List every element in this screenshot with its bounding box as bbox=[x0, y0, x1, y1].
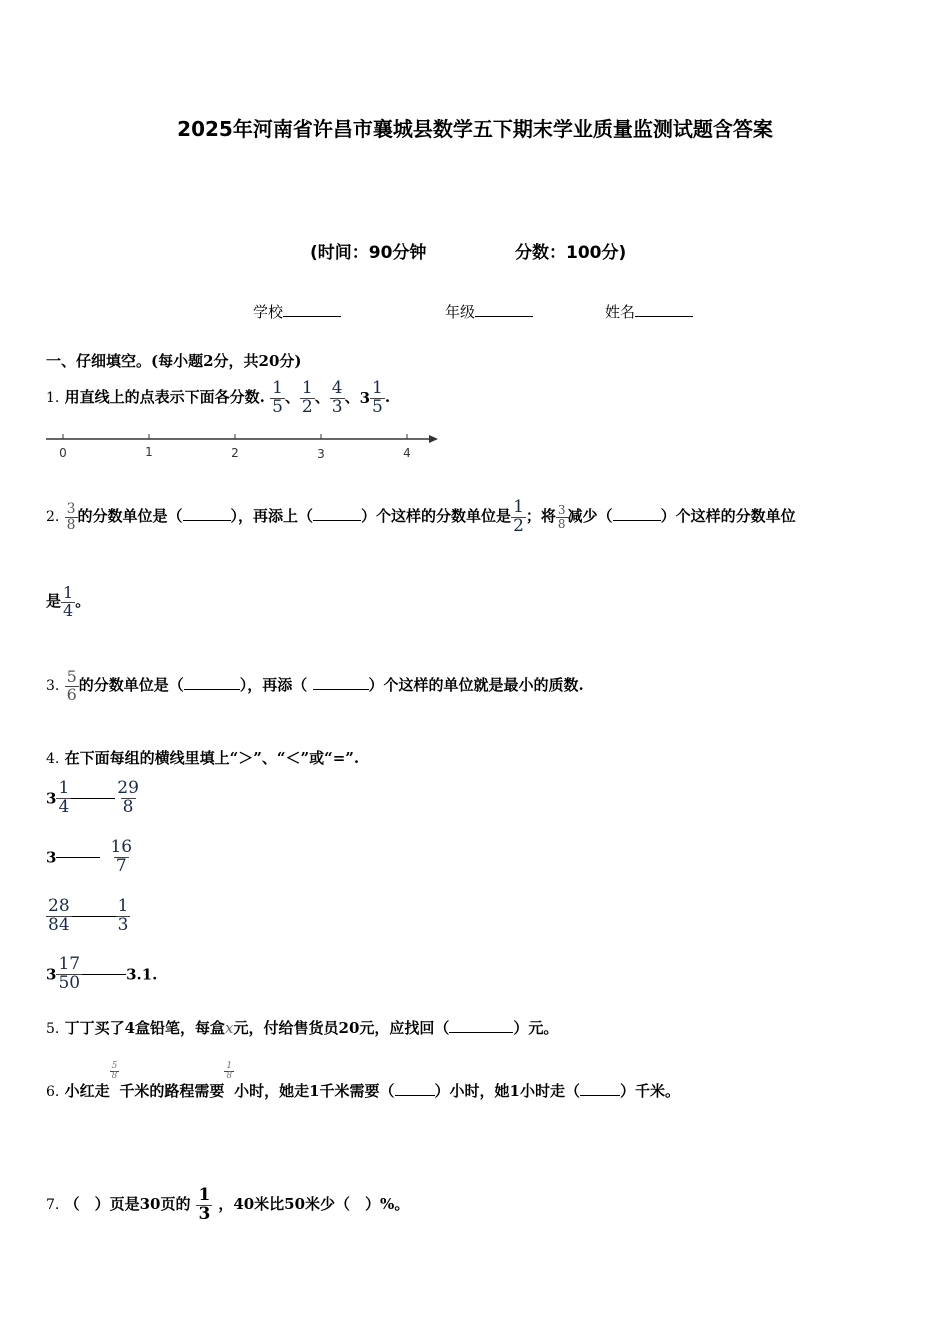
question-5 bbox=[46, 1017, 558, 1038]
q5-number: 5. bbox=[46, 1021, 60, 1037]
q2-frac-3: $\frac{3}{8}$ bbox=[557, 502, 566, 531]
number-line bbox=[40, 428, 450, 464]
q4-row-3 bbox=[46, 898, 130, 935]
q4-r1-blank[interactable] bbox=[71, 798, 115, 799]
q6-text-2: 千米的路程需要 bbox=[119, 1082, 225, 1100]
q4-r3-left-frac: $\frac{28}{84}$ bbox=[48, 896, 70, 935]
q6-blank-1[interactable] bbox=[395, 1095, 435, 1096]
q1-sep: 、 bbox=[344, 388, 360, 406]
q1-frac-3: $\frac{4}{3}$ bbox=[331, 377, 343, 417]
q2-text-3: ）个这样的分数单位是 bbox=[361, 507, 512, 525]
q5-variable: x bbox=[225, 1019, 234, 1037]
q3-number: 3. bbox=[46, 678, 60, 694]
q1-mixed-frac: $\frac{1}{5}$ bbox=[372, 377, 383, 417]
tick-label-4: 4 bbox=[403, 446, 411, 460]
page-title: 2025年河南省许昌市襄城县数学五下期末学业质量监测试题含答案 bbox=[177, 117, 773, 141]
q6-text-4: ）小时，她1小时走（ bbox=[434, 1082, 580, 1100]
q4-r3-blank[interactable] bbox=[72, 916, 116, 917]
q2-text-2: ），再添上（ bbox=[230, 507, 314, 525]
q2-frac-2: $\frac{1}{2}$ bbox=[513, 496, 524, 536]
q6-text-1: 小红走 bbox=[64, 1082, 110, 1100]
q3-blank-1[interactable] bbox=[184, 689, 240, 690]
q4-row-2 bbox=[46, 839, 134, 876]
grade-label: 年级 bbox=[445, 303, 476, 321]
q2-frac-1: $\frac{3}{8}$ bbox=[66, 500, 76, 533]
question-6 bbox=[46, 1060, 680, 1123]
question-7 bbox=[46, 1176, 409, 1233]
q1-text: 用直线上的点表示下面各分数. bbox=[64, 388, 265, 406]
q4-r1-right-frac: $\frac{29}{8}$ bbox=[117, 778, 139, 817]
q2-blank-2[interactable] bbox=[313, 520, 361, 521]
q3-blank-2[interactable] bbox=[313, 689, 369, 690]
q6-frac-2: $\frac{1}{8}$ bbox=[226, 1061, 233, 1082]
q5-text-2: 元，付给售货员20元，应找回（ bbox=[233, 1019, 450, 1037]
q7-number: 7. bbox=[46, 1197, 60, 1213]
q6-blank-2[interactable] bbox=[580, 1095, 620, 1096]
name-blank[interactable] bbox=[635, 316, 693, 317]
q3-text-3: ）个这样的单位就是最小的质数. bbox=[368, 676, 584, 694]
q2-text-5: 减少（ bbox=[567, 507, 613, 525]
question-4 bbox=[46, 747, 359, 768]
exam-time: (时间：90分钟 bbox=[310, 243, 427, 263]
question-2 bbox=[46, 495, 796, 538]
q1-number: 1. bbox=[46, 390, 60, 406]
exam-score: 分数：100分) bbox=[515, 243, 627, 263]
q6-text-5: ）千米。 bbox=[620, 1082, 681, 1100]
q3-frac-1: $\frac{5}{6}$ bbox=[66, 666, 77, 704]
q6-text-3: 小时，她走1千米需要（ bbox=[234, 1082, 395, 1100]
q4-text: 在下面每组的横线里填上“＞”、“＜”或“=”. bbox=[64, 749, 360, 767]
q2-text-1: 的分数单位是（ bbox=[77, 507, 183, 525]
q3-text-1: 的分数单位是（ bbox=[78, 676, 184, 694]
q4-r2-right-frac: $\frac{16}{7}$ bbox=[110, 837, 133, 876]
q7-frac-1: $\frac{1}{3}$ bbox=[198, 1184, 211, 1224]
arrow-icon bbox=[429, 435, 438, 443]
q4-r4-blank[interactable] bbox=[82, 974, 126, 975]
q4-row-1 bbox=[46, 780, 141, 817]
q4-r3-right-frac: $\frac{1}{3}$ bbox=[117, 896, 129, 935]
question-2-cont bbox=[46, 580, 90, 622]
q5-text-1: 丁丁买了4盒铅笔，每盒 bbox=[64, 1019, 226, 1037]
q2-text-8: 。 bbox=[75, 592, 91, 610]
q1-end: . bbox=[384, 388, 391, 406]
q6-frac-1: $\frac{5}{8}$ bbox=[111, 1061, 118, 1082]
q1-frac-2: $\frac{1}{2}$ bbox=[301, 377, 313, 417]
tick-label-2: 2 bbox=[231, 446, 239, 460]
name-label: 姓名 bbox=[605, 303, 636, 321]
q3-text-2: ），再添（ bbox=[239, 676, 313, 694]
question-3 bbox=[46, 664, 584, 707]
q4-number: 4. bbox=[46, 751, 60, 767]
question-1 bbox=[46, 376, 390, 419]
q1-frac-1: $\frac{1}{5}$ bbox=[272, 377, 283, 417]
q2-text-4: ；将 bbox=[525, 507, 556, 525]
school-blank[interactable] bbox=[283, 316, 341, 317]
q4-row-4 bbox=[46, 956, 157, 993]
grade-field[interactable] bbox=[445, 301, 533, 322]
q4-r4-left-frac: $\frac{17}{50}$ bbox=[58, 954, 81, 993]
q6-number: 6. bbox=[46, 1084, 60, 1100]
q1-sep: 、 bbox=[314, 388, 330, 406]
q2-text-7: 是 bbox=[46, 592, 62, 610]
q2-blank-3[interactable] bbox=[613, 520, 661, 521]
q4-r1-whole: 3 bbox=[46, 789, 57, 808]
q4-r2-blank[interactable] bbox=[56, 857, 100, 858]
name-field[interactable] bbox=[605, 301, 693, 322]
q4-r4-right-value: 3.1. bbox=[126, 965, 158, 984]
q5-blank[interactable] bbox=[449, 1032, 513, 1033]
school-label: 学校 bbox=[253, 303, 284, 321]
q1-mixed-whole: 3 bbox=[359, 389, 371, 407]
q2-number: 2. bbox=[46, 509, 60, 525]
grade-blank[interactable] bbox=[475, 316, 533, 317]
q2-frac-4: $\frac{1}{4}$ bbox=[63, 582, 74, 620]
tick-label-1: 1 bbox=[145, 445, 153, 459]
q4-r4-whole: 3 bbox=[46, 965, 57, 984]
q1-sep: 、 bbox=[284, 388, 300, 406]
tick-label-3: 3 bbox=[317, 447, 325, 461]
q4-r2-whole: 3 bbox=[46, 848, 57, 867]
tick-label-0: 0 bbox=[59, 446, 67, 460]
q7-text-1: （ ）页是30页的 bbox=[64, 1195, 191, 1213]
q5-text-3: ）元。 bbox=[513, 1019, 559, 1037]
school-field[interactable] bbox=[253, 301, 341, 322]
section-heading: 一、仔细填空。(每小题2分，共20分) bbox=[46, 352, 302, 370]
q4-r1-left-frac: $\frac{1}{4}$ bbox=[58, 778, 70, 817]
q2-blank-1[interactable] bbox=[183, 520, 231, 521]
q2-text-6: ）个这样的分数单位 bbox=[660, 507, 796, 525]
q7-text-2: ，40米比50米少（ ）%。 bbox=[218, 1195, 410, 1213]
